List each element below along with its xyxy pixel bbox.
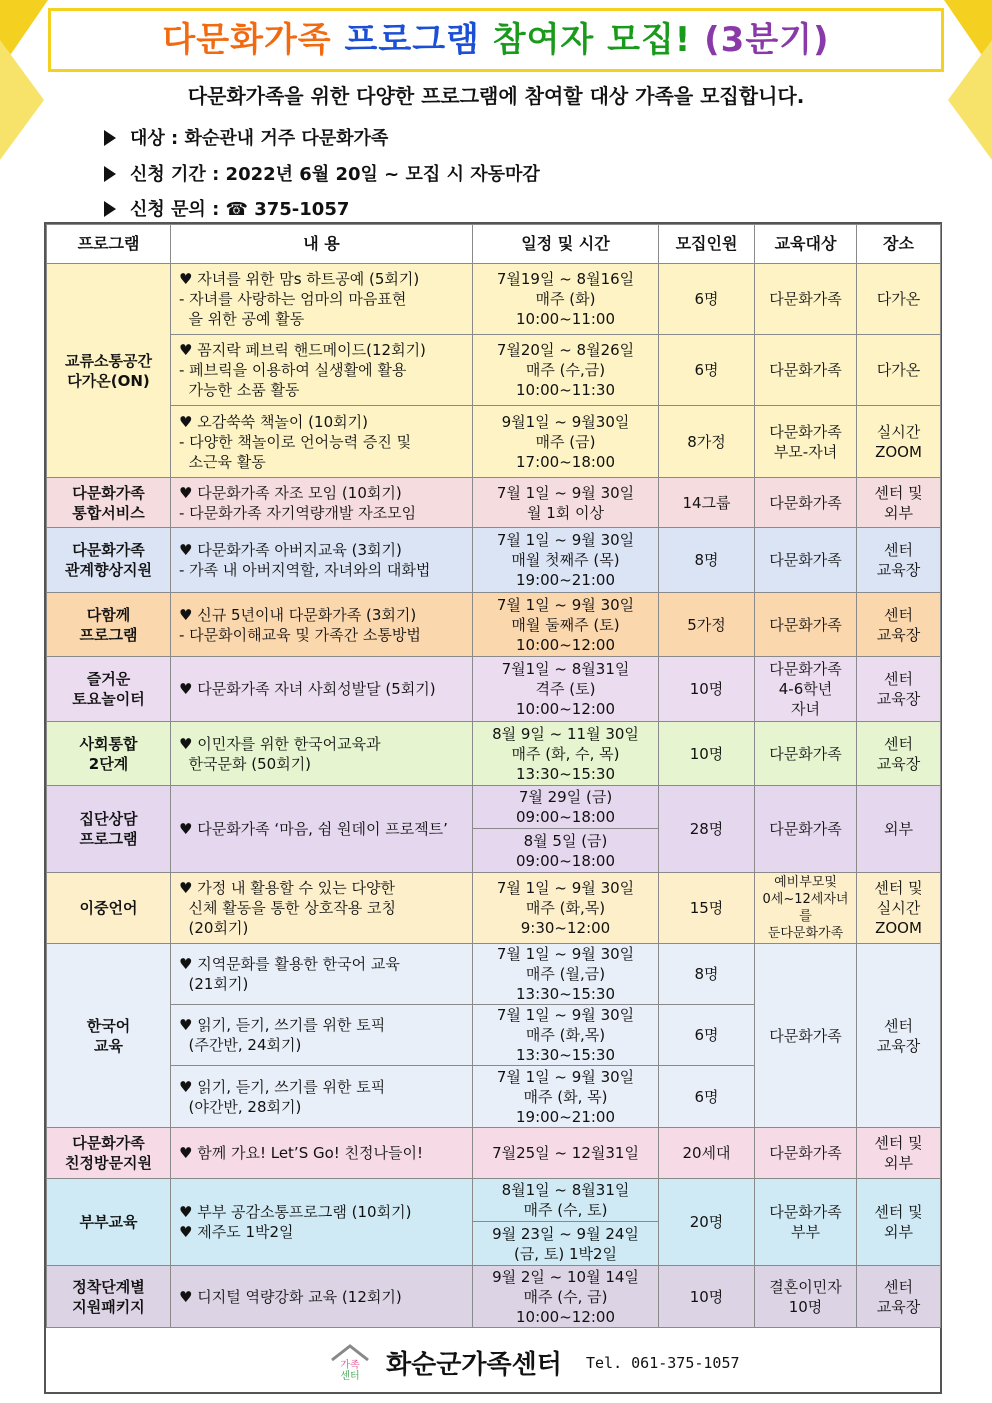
content-cell: ♥ 다문화가족 자조 모임 (10회기) - 다문화가족 자기역량개발 자조모임 bbox=[171, 478, 473, 528]
schedule-cell: 9월1일 ~ 9월30일 매주 (금) 17:00~18:00 bbox=[473, 406, 659, 478]
place-cell: 센터 및 실시간 ZOOM bbox=[857, 873, 941, 944]
schedule-cell: 7월 1일 ~ 9월 30일 매주 (화,목) 13:30~15:30 bbox=[473, 1005, 659, 1066]
content-cell: ♥ 읽기, 듣기, 쓰기를 위한 토픽 (야간반, 28회기) bbox=[171, 1066, 473, 1128]
content-cell: ♥ 신규 5년이내 다문화가족 (3회기) - 다문화이해교육 및 가족간 소통방법 bbox=[171, 593, 473, 657]
target-cell: 다문화가족 부부 bbox=[755, 1179, 857, 1266]
schedule-cell: 7월 1일 ~ 9월 30일 매주 (화,목) 9:30~12:00 bbox=[473, 873, 659, 944]
schedule-cell: 9월 23일 ~ 9월 24일 (금, 토) 1박2일 bbox=[473, 1222, 659, 1266]
place-cell: 센터 및 외부 bbox=[857, 1128, 941, 1179]
capacity-cell: 20세대 bbox=[659, 1128, 755, 1179]
arrow-icon bbox=[104, 201, 116, 217]
schedule-cell: 8월1일 ~ 8월31일 매주 (수, 토) bbox=[473, 1179, 659, 1222]
target-cell: 결혼이민자 10명 bbox=[755, 1266, 857, 1328]
place-cell: 센터 교육장 bbox=[857, 657, 941, 722]
capacity-cell: 28명 bbox=[659, 786, 755, 873]
header-place: 장소 bbox=[857, 225, 941, 264]
page-title bbox=[48, 8, 944, 72]
target-cell: 다문화가족 bbox=[755, 264, 857, 335]
header-capacity: 모집인원 bbox=[659, 225, 755, 264]
place-cell: 센터 교육장 bbox=[857, 944, 941, 1128]
info-period: 신청 기간 : 2022년 6월 20일 ~ 모집 시 자동마감 bbox=[104, 160, 540, 186]
content-cell: ♥ 다문화가족 ‘마음, 쉼 원데이 프로젝트’ bbox=[171, 786, 473, 873]
info-contact: 신청 문의 : ☎ 375-1057 bbox=[104, 195, 349, 221]
capacity-cell: 14그룹 bbox=[659, 478, 755, 528]
schedule-cell: 7월 1일 ~ 9월 30일 월 1회 이상 bbox=[473, 478, 659, 528]
schedule-cell: 7월25일 ~ 12월31일 bbox=[473, 1128, 659, 1179]
schedule-cell: 8월 9일 ~ 11월 30일 매주 (화, 수, 목) 13:30~15:30 bbox=[473, 722, 659, 786]
target-cell: 다문화가족 bbox=[755, 1128, 857, 1179]
schedule-cell: 7월19일 ~ 8월16일 매주 (화) 10:00~11:00 bbox=[473, 264, 659, 335]
capacity-cell: 6명 bbox=[659, 335, 755, 406]
header-content: 내 용 bbox=[171, 225, 473, 264]
table-row bbox=[47, 1266, 941, 1328]
place-cell: 다가온 bbox=[857, 264, 941, 335]
content-cell: ♥ 디지털 역량강화 교육 (12회기) bbox=[171, 1266, 473, 1328]
content-cell: ♥ 이민자를 위한 한국어교육과 한국문화 (50회기) bbox=[171, 722, 473, 786]
capacity-cell: 10명 bbox=[659, 657, 755, 722]
target-cell: 다문화가족 부모-자녀 bbox=[755, 406, 857, 478]
table-row bbox=[47, 873, 941, 944]
program-cell: 즐거운 토요놀이터 bbox=[47, 657, 171, 722]
target-cell: 다문화가족 bbox=[755, 786, 857, 873]
program-cell: 이중언어 bbox=[47, 873, 171, 944]
subtitle: 다문화가족을 위한 다양한 프로그램에 참여할 대상 가족을 모집합니다. bbox=[187, 84, 805, 108]
title-part-1: 다문화가족 bbox=[162, 20, 332, 60]
header-schedule: 일정 및 시간 bbox=[473, 225, 659, 264]
schedule-cell: 7월20일 ~ 8월26일 매주 (수,금) 10:00~11:30 bbox=[473, 335, 659, 406]
schedule-cell: 7월 29일 (금) 09:00~18:00 bbox=[473, 786, 659, 829]
program-cell: 사회통합 2단계 bbox=[47, 722, 171, 786]
target-cell: 다문화가족 4-6학년 자녀 bbox=[755, 657, 857, 722]
organization-tel: Tel. 061-375-1057 bbox=[586, 1354, 740, 1372]
info-target: 대상 : 화순관내 거주 다문화가족 bbox=[104, 124, 388, 150]
title-part-3: 참여자 모집! bbox=[492, 20, 692, 60]
schedule-cell: 7월 1일 ~ 9월 30일 매주 (월,금) 13:30~15:30 bbox=[473, 944, 659, 1005]
target-cell: 다문화가족 bbox=[755, 944, 857, 1128]
svg-text:센터: 센터 bbox=[340, 1371, 360, 1382]
table-header-row bbox=[47, 225, 941, 264]
place-cell: 센터 교육장 bbox=[857, 1266, 941, 1328]
target-cell: 다문화가족 bbox=[755, 478, 857, 528]
table-row bbox=[47, 1179, 941, 1222]
capacity-cell: 6명 bbox=[659, 264, 755, 335]
capacity-cell: 8명 bbox=[659, 528, 755, 593]
content-cell: ♥ 다문화가족 아버지교육 (3회기) - 가족 내 아버지역할, 자녀와의 대화법 bbox=[171, 528, 473, 593]
program-cell: 집단상담 프로그램 bbox=[47, 786, 171, 873]
content-cell: ♥ 부부 공감소통프로그램 (10회기) ♥ 제주도 1박2일 bbox=[171, 1179, 473, 1266]
capacity-cell: 8명 bbox=[659, 944, 755, 1005]
content-cell: ♥ 지역문화를 활용한 한국어 교육 (21회기) bbox=[171, 944, 473, 1005]
place-cell: 센터 교육장 bbox=[857, 722, 941, 786]
target-cell: 다문화가족 bbox=[755, 528, 857, 593]
content-cell: ♥ 오감쑥쑥 책놀이 (10회기) - 다양한 책놀이로 언어능력 증진 및 소근육 활동 bbox=[171, 406, 473, 478]
program-cell: 부부교육 bbox=[47, 1179, 171, 1266]
capacity-cell: 8가정 bbox=[659, 406, 755, 478]
schedule-cell: 7월 1일 ~ 9월 30일 매월 둘째주 (토) 10:00~12:00 bbox=[473, 593, 659, 657]
content-cell: ♥ 다문화가족 자녀 사회성발달 (5회기) bbox=[171, 657, 473, 722]
program-table bbox=[46, 224, 941, 1328]
program-cell: 한국어 교육 bbox=[47, 944, 171, 1128]
schedule-cell: 9월 2일 ~ 10월 14일 매주 (수, 금) 10:00~12:00 bbox=[473, 1266, 659, 1328]
arrow-icon bbox=[104, 166, 116, 182]
target-cell: 예비부모및 0세~12세자녀를 둔다문화가족 bbox=[755, 873, 857, 944]
content-cell: ♥ 읽기, 듣기, 쓰기를 위한 토픽 (주간반, 24회기) bbox=[171, 1005, 473, 1066]
schedule-cell: 7월 1일 ~ 9월 30일 매주 (화, 목) 19:00~21:00 bbox=[473, 1066, 659, 1128]
table-row bbox=[47, 657, 941, 722]
header-target: 교육대상 bbox=[755, 225, 857, 264]
table-row bbox=[47, 944, 941, 1005]
target-cell: 다문화가족 bbox=[755, 722, 857, 786]
table-row bbox=[47, 722, 941, 786]
arrow-icon bbox=[104, 130, 116, 146]
content-cell: ♥ 자녀를 위한 맘s 하트공예 (5회기) - 자녀를 사랑하는 엄마의 마음표현 을 위한 공예 활동 bbox=[171, 264, 473, 335]
capacity-cell: 20명 bbox=[659, 1179, 755, 1266]
content-cell: ♥ 함께 가요! Let’S Go! 친정나들이! bbox=[171, 1128, 473, 1179]
program-cell: 교류소통공간 다가온(ON) bbox=[47, 264, 171, 478]
table-row bbox=[47, 528, 941, 593]
organization-name: 화순군가족센터 bbox=[386, 1350, 562, 1380]
capacity-cell: 15명 bbox=[659, 873, 755, 944]
schedule-cell: 8월 5일 (금) 09:00~18:00 bbox=[473, 829, 659, 873]
target-cell: 다문화가족 bbox=[755, 335, 857, 406]
place-cell: 외부 bbox=[857, 786, 941, 873]
content-cell: ♥ 꼼지락 페브릭 핸드메이드(12회기) - 페브릭을 이용하여 실생활에 활용 가능한 소품 활동 bbox=[171, 335, 473, 406]
program-cell: 다문화가족 통합서비스 bbox=[47, 478, 171, 528]
table-row bbox=[47, 786, 941, 829]
place-cell: 실시간 ZOOM bbox=[857, 406, 941, 478]
program-cell: 정착단계별 지원패키지 bbox=[47, 1266, 171, 1328]
capacity-cell: 5가정 bbox=[659, 593, 755, 657]
table-row bbox=[47, 406, 941, 478]
place-cell: 다가온 bbox=[857, 335, 941, 406]
target-cell: 다문화가족 bbox=[755, 593, 857, 657]
header-program: 프로그램 bbox=[47, 225, 171, 264]
title-part-4: (3분기) bbox=[704, 20, 830, 60]
capacity-cell: 6명 bbox=[659, 1066, 755, 1128]
table-row bbox=[47, 478, 941, 528]
schedule-cell: 7월 1일 ~ 9월 30일 매월 첫째주 (목) 19:00~21:00 bbox=[473, 528, 659, 593]
footer bbox=[46, 1336, 940, 1388]
svg-text:가족: 가족 bbox=[340, 1360, 360, 1371]
capacity-cell: 10명 bbox=[659, 722, 755, 786]
schedule-cell: 7월1일 ~ 8월31일 격주 (토) 10:00~12:00 bbox=[473, 657, 659, 722]
title-part-2: 프로그램 bbox=[344, 20, 480, 60]
table-row bbox=[47, 335, 941, 406]
table-row bbox=[47, 1128, 941, 1179]
program-cell: 다문화가족 관계향상지원 bbox=[47, 528, 171, 593]
capacity-cell: 10명 bbox=[659, 1266, 755, 1328]
content-cell: ♥ 가정 내 활용할 수 있는 다양한 신체 활동을 통한 상호작용 코칭 (20회기) bbox=[171, 873, 473, 944]
table-row bbox=[47, 593, 941, 657]
place-cell: 센터 및 외부 bbox=[857, 478, 941, 528]
capacity-cell: 6명 bbox=[659, 1005, 755, 1066]
place-cell: 센터 및 외부 bbox=[857, 1179, 941, 1266]
program-cell: 다함께 프로그램 bbox=[47, 593, 171, 657]
program-cell: 다문화가족 친정방문지원 bbox=[47, 1128, 171, 1179]
place-cell: 센터 교육장 bbox=[857, 528, 941, 593]
place-cell: 센터 교육장 bbox=[857, 593, 941, 657]
table-row bbox=[47, 264, 941, 335]
family-center-logo bbox=[328, 1342, 372, 1382]
